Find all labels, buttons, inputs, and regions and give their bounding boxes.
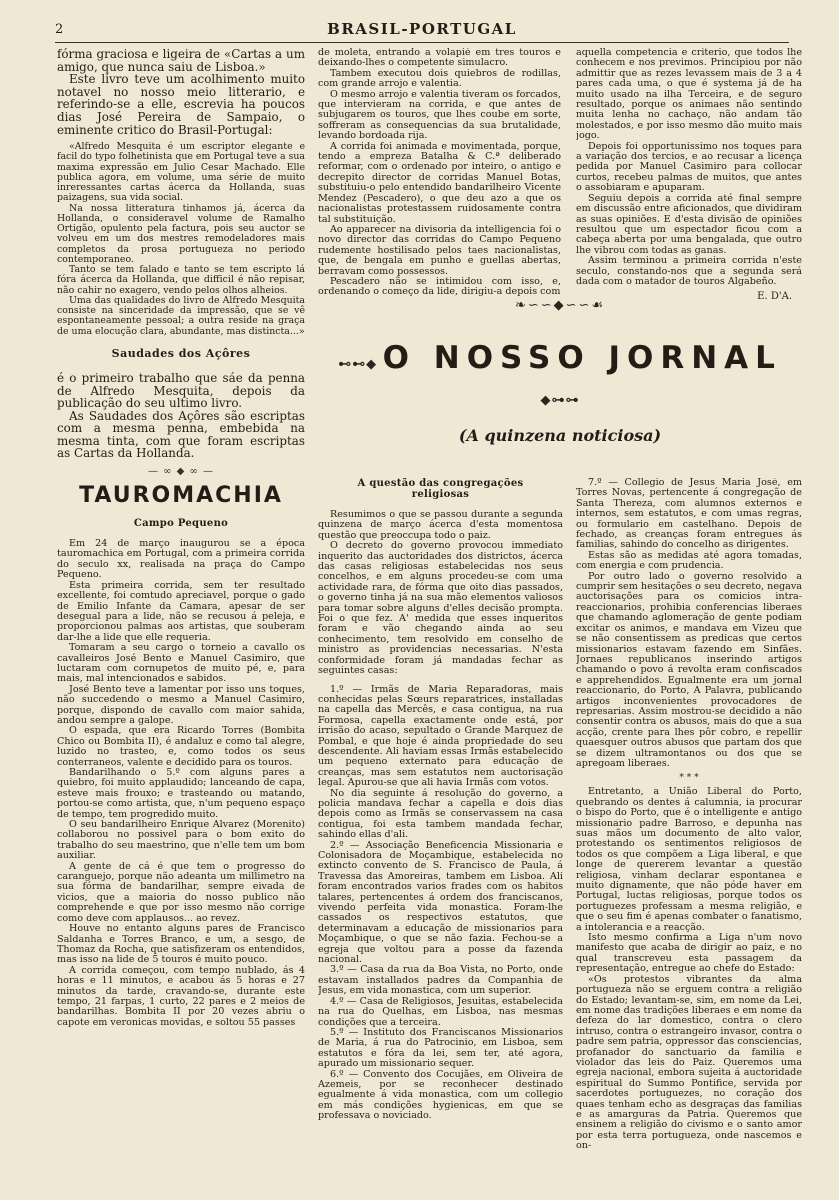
subheading-campo-pequeno: Campo Pequeno	[133, 518, 229, 530]
paragraph: 3.º — Casa da rua da Boa Vista, no Porto, onde estavam installados padres da Companhia de Jesus, em vida monastica, com um superior.	[318, 964, 563, 997]
section-banner	[318, 298, 802, 478]
paragraph: O espada, que era Ricardo Torres (Bombita Chico ou Bombita II), é andaluz e como tal alegre, luzido no trasteo, e, como todos os seus conterraneos, valente e decidido para os touros.	[57, 725, 305, 768]
article-heading: A questão das congregações religiosas	[357, 478, 524, 500]
quote-paragraph: «Alfredo Mesquita é um escriptor elegante e facil do typo folhetinista que em Portugal teve a sua maxima expressão em Julio Cesar Machado. Elle publica agora, em volume, uma série de muito inreressantes cartas ácerca da Hollanda, suas paizagens, sua vida social.	[57, 141, 305, 204]
column-middle-bottom	[318, 478, 563, 1176]
paragraph: Pescadero não se intimidou com isso, e, ordenando o começo da lide, dirigiu-a depois com	[318, 275, 561, 298]
paragraph: Em 24 de março inaugurou se a época tauromachica em Portugal, com a primeira corrida do seculo xx, realisada na praça do Campo Pequeno.	[57, 538, 305, 581]
paragraph: O decreto do governo provocou immediato inquerito das auctoridades dos districtos, ácerca das casas religiosas estabelecidas nos seus concelhos, e em alguns procedeu-se com uma actividade rara, de fórma que oito dias passados, o governo tinha já na sua mão elementos valiosos para tomar sobre alguns d'elles decisão prompta. Foi o que fez. A' medida que esses inqueritos foram e vão chegando ainda ao seu conhecimento, tem resolvido em conselho de ministro as providencias necessarias. N'esta conformidade foram já mandadas fechar as seguintes casas:	[318, 540, 563, 677]
paragraph: As Saudades dos Açôres são escriptas com a mesma penna, embebida na mesma tinta, com que foram escriptas as Cartas da Hollanda.	[57, 408, 305, 461]
paragraph: Houve no entanto alguns pares de Francisco Saldanha e Torres Branco, e um, a sesgo, de Thomaz da Rocha, que satisfizeram os entendidos, mas isso na lide de 5 touros é muito pouco.	[57, 923, 305, 966]
paragraph: 4.º — Casa de Religiosos, Jesuitas, estabelecida na rua do Quelhas, em Lisboa, nas mesmas condições que a terceira.	[318, 995, 563, 1028]
ornament-right: ◆⊶⊶	[540, 393, 580, 408]
paragraph: 7.º — Collegio de Jesus Maria José, em Torres Novas, pertencente á congregação de Santa Thereza, com alumnos externos e internos, sem estatutos, e com umas regras, ou formulario em castelhano. Depois de fechado, as creanças foram entregues ás familias, sahindo do concelho as dirigentes.	[576, 478, 802, 551]
quote-paragraph: Na nossa litteratura tinhamos já, ácerca da Hollanda, o consideravel volume de Ramalho Ortigão, opulento pela factura, pois seu auctor se volveu em um dos mestres remodeladores mais completos da prosa portugueza no periodo contemporaneo.	[57, 202, 305, 265]
section-stars: * * *	[679, 773, 699, 784]
ornament-left: ⊷⊷◆	[338, 357, 383, 372]
paragraph: Entretanto, a União Liberal do Porto, quebrando os dentes á calumnia, ia procurar o bispo do Porto, que é o intelligente e antigo missionario padre Barroso, e depunha nas suas mãos um documento de alto valor, protestando os sentimentos religiosos de todos os que compõem a Liga liberal, e que longe de quererem levantar a questão religiosa, vinham declarar espontanea e muito dignamente, que não póde haver em Portugal, luctas religiosas, porque todos os portuguezes professam a mesma religião, e que o seu fim é apenas combater o fanatismo, a intolerancia e a reacção.	[576, 786, 802, 933]
paragraph: A corrida foi animada e movimentada, porque, tendo a empreza Batalha & C.ª deliberado reformar, com o ordenado por inteiro, o antigo e decrepito director de corridas Manuel Botas, substituiu-o pelo entendido bandarilheiro Vicente Mendez (Pescadero), o que deu azo a que os nacionalistas protestassem ruidosamente contra tal substituição.	[318, 140, 561, 225]
masthead: BRASIL-PORTUGAL	[327, 20, 517, 38]
ornament-top: ❧∽∽◆∽∽☙	[514, 298, 606, 313]
paragraph: Ao apparecer na divisoria da intelligencia foi o novo director das corridas do Campo Pequeno rudemente hostilisado pelos taes nacionalistas, que, de bengala em punho e guellas abertas, berravam como possessos.	[318, 223, 561, 277]
header-rule	[55, 42, 789, 43]
paragraph: Esta primeira corrida, sem ter resultado excellente, foi comtudo apreciavel, porque o gado de Emilio Infante da Camara, apesar de ser desegual para a lide, não se recusou á peleja, e proporcionou palmas aos artistas, que souberam dar-lhe a lide que elle requeria.	[57, 579, 305, 643]
section-title: ⊷⊷◆ O NOSSO JORNAL ◆⊶⊶	[338, 340, 782, 408]
paragraph: Este livro teve um acolhimento muito notavel no nosso meio litterario, e referindo-se a elle, escrevia ha poucos dias José Pereira de Sampaio, o eminente critico do Brasil-Portugal:	[57, 72, 305, 137]
paragraph: Isto mesmo confirma a Liga n'um novo manifesto que acaba de dirigir ao paiz, e no qual transcreveu esta passagem da representação, entregue ao chefe do Estado:	[576, 932, 802, 975]
paragraph: No dia seguinte á resolução do governo, a policia mandava fechar a capella e dois dias depois como as Irmãs se conservassem na casa contigua, foi esta tambem mandada fechar, sahindo ellas d'ali.	[318, 787, 563, 841]
paragraph: é o primeiro trabalho que sáe da penna de Alfredo Mesquita, depois da publicação do seu ultimo livro.	[57, 370, 305, 411]
paragraph: de moleta, entrando a volapié em tres touros e deixando-lhes o competente simulacro.	[318, 48, 561, 69]
paragraph: A corrida começou, com tempo nublado, ás 4 horas e 11 minutos, e acabou ás 5 horas e 27 minutos da tarde, cravando-se, durante este tempo, 21 farpas, 1 curto, 22 pares e 2 meios de bandarilhas. Bombita II por 20 vezes abriu o capote em veronicas movidas, e soltou 55 passes	[57, 964, 305, 1028]
paragraph: 2.º — Associação Beneficencia Missionaria e Colonisadora de Moçambique, estabelecida no extincto convento de S. Francisco de Paula, á Travessa das Amoreiras, tambem em Lisboa. Ali foram encontrados varios frades com os habitos talares, pertencentes á ordem dos franciscanos, vivendo perfeita vida monastica. Foram-lhe cassados os respectivos estatutos, que determinavam a educação de missionarios para Moçambique, o que se não fazia. Fechou-se a egreja que voltou para a posse da fazenda nacional.	[318, 839, 563, 966]
paragraph: 5.º — Instituto dos Franciscanos Missionarios de Maria, á rua do Patrocinio, em Lisboa, sem estatutos e fóra da lei, sem ter, até agora, apurado um missionario sequer.	[318, 1026, 563, 1070]
column-middle-top	[318, 48, 561, 338]
paragraph: fórma graciosa e ligeira de «Cartas a um amigo, que nunca saiu de Lisboa.»	[57, 48, 305, 74]
page-header	[55, 18, 789, 40]
paragraph: Depois foi opportunissimo nos toques para a variação dos tercios, e ao recusar a licença pedida por Manuel Casimiro para collocar curtos, recebeu palmas de muitos, que antes o assobiaram e apuparam.	[576, 140, 802, 194]
paragraph: O mesmo arrojo e valentia tiveram os forcados, que intervieram na corrida, e que antes de subjugarem os touros, que lhes coube em sorte, soffreram as consequencias da sua brutalidade, levando bordoada rija.	[318, 88, 561, 142]
paragraph: A gente de cá é que tem o progresso do caranguejo, porque não adeanta um millimetro na sua fórma de bandarilhar, sempre eivada de vicios, que a maioria do nosso publico não comprehende e que por isso mesmo não corrige como deve com applausos... ao revez.	[57, 860, 305, 924]
paragraph: Tomaram a seu cargo o torneio a cavallo os cavalleiros José Bento e Manuel Casimiro, que luctaram com cornupetos de muito pé, e, para mais, mal intencionados e sabidos.	[57, 642, 305, 685]
ornament-divider: — ∞ ◆ ∞ —	[147, 466, 215, 478]
quote-paragraph: Tanto se tem falado e tanto se tem escripto lá fóra ácerca da Hollanda, que difficil é não repisar, não cahir no exagero, vendo pelos olhos alheios.	[57, 264, 305, 296]
paragraph: aquella competencia e criterio, que todos lhe conhecem e nos previmos. Principiou por não admittir que as rezes levassem mais de 3 a 4 pares cada uma, o que é systema já de ha muito usado na ilha Terceira, e de seguro resultado, porque os animaes não sentindo muita lenha no cachaço, não andam tão molestados, e por isso mesmo dão muito mais jogo.	[576, 48, 802, 142]
paragraph: «Os protestos vibrantes da alma portugueza não se erguem contra a religião do Estado; levantam-se, sim, em nome da Lei, em nome das tradições liberaes e em nome da defeza do lar domestico, contra o clero intruso, contra o estrangeiro invasor, contra o padre sem patria, oppressor das consciencias, profanador do sanctuario da familia e violador das leis do Paiz. Queremos uma egreja nacional, embora sujeita á auctoridade espiritual do Summo Pontifice, servida por sacerdotes portuguezes, no coração dos quaes tenham echo as desgraças das familias e as amarguras da Patria. Queremos que ensinem a religião do civismo e o santo amor por esta terra portugueza, onde nascemos e on-	[576, 973, 802, 1152]
section-subtitle: (A quinzena noticiosa)	[458, 426, 662, 445]
section-heading-saudades: Saudades dos Açôres	[111, 346, 251, 360]
paragraph: Por outro lado o governo resolvido a cumprir sem hesitações o seu decreto, negava auctorisações para os comicios intra-reaccionarios, prohibia conferencias liberaes que chamando aglomeração de gente podiam excitar os animos, e mandava em Vizeu que se não consentissem as predicas que certos missionarios estavam fazendo em Sinfães. Jornaes republicanos inserindo artigos chamando o povo á revolta eram confiscados e apprehendidos. Egualmente era um jornal reaccionario, do Porto, A Palavra, publicando artigos inconvenientes provocadores de represarias. Assim mostrou-se decidido a não consentir contra os abusos, mais do que a sua acção, crente para lhes pôr cobro, e repellir quaesquer outros abusos que partam dos que se dizem ultramontanos ou dos que se apregoam liberaes.	[576, 570, 802, 769]
paragraph: Bandarilhando o 5.º com alguns pares a quiebro, foi muito applaudido; lanceando de capa, esteve mais frouxo; e trasteando ou matando, portou-se como artista, que, n'um pequeno espaço de tempo, tem progredido muito.	[57, 767, 305, 820]
paragraph: Assim terminou a primeira corrida n'este seculo, constando-nos que a segunda será dada com o matador de touros Algabeño.	[576, 255, 802, 287]
paragraph: 1.º — Irmãs de Maria Reparadoras, mais conhecidas pelas Sœurs reparatrices, installadas na capella das Mercês, e casa contigua, na rua Formosa, capella exactamente onde está, por irrisão do acaso, sepultado o Grande Marquez de Pombal, e que hoje é ainda propriedade do seu descendente. Ali haviam essas Irmãs estabelecido um pequeno externato para educação de creanças, mas sem estatutos nem auctorisação legal. Apurou-se que ali havia Irmãs com votos.	[318, 683, 563, 789]
paragraph: Tambem executou dois quiebros de rodillas, com grande arrojo e valentia.	[318, 67, 561, 90]
column-right-bottom	[576, 478, 802, 1176]
section-title-tauromachia: TAUROMACHIA	[79, 483, 283, 509]
paragraph: José Bento teve a lamentar por isso uns toques, não succedendo o mesmo a Manuel Casimiro, porque, dispondo de cavallo com maior sahida, andou sempre a galope.	[57, 683, 305, 726]
paragraph: Seguiu depois a corrida até final sempre em discussão entre aficionados, que dividiram as suas opiniões. E d'esta divisão de opiniões resultou que um espectador ficou com a cabeça aberta por uma bengalada, que outro lhe vibrou com todas as ganas.	[576, 192, 802, 256]
quote-paragraph: Uma das qualidades do livro de Alfredo Mesquita consiste na sinceridade da impressão, que se vê espontaneamente pessoal; a outra reside na graça de uma elocução clara, abundante, mas distincta...»	[57, 294, 305, 337]
paragraph: O seu bandarilheiro Enrique Alvarez (Morenito) collaborou no possivel para o bom exito do trabalho do seu maestrino, que n'elle tem um bom auxiliar.	[57, 819, 305, 862]
paragraph: Resumimos o que se passou durante a segunda quinzena de março ácerca d'esta momentosa questão que preoccupa todo o paiz.	[318, 509, 563, 541]
column-left	[57, 48, 305, 1176]
paragraph: Estas são as medidas até agora tomadas, com energia e com prudencia.	[576, 549, 802, 572]
paragraph: 6.º — Convento dos Cocujães, em Oliveira de Azemeis, por se reconhecer destinado egualmente á vida monastica, com um collegio em más condições hygienicas, em que se professava o noviciado.	[318, 1068, 563, 1122]
signature: E. D'A.	[757, 291, 792, 303]
column-right-top	[576, 48, 802, 338]
page-number: 2	[55, 22, 64, 37]
